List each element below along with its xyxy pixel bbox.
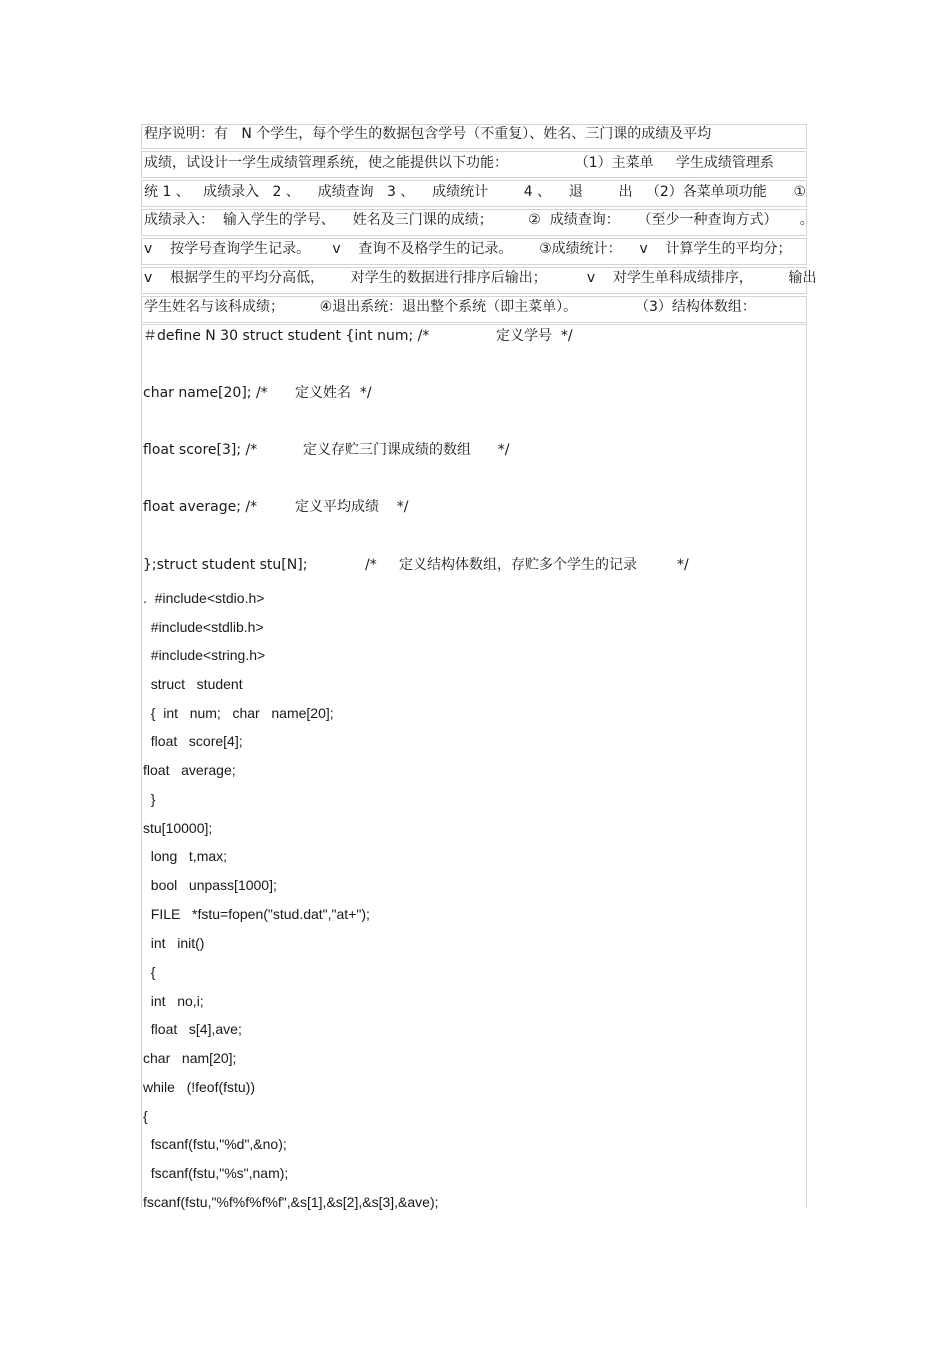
code-line: float s[4],ave;: [143, 1021, 242, 1037]
code-line: struct student: [143, 676, 243, 692]
code-line: float average;: [143, 762, 236, 778]
code-line: fscanf(fstu,"%f%f%f%f",&s[1],&s[2],&s[3],&ave);: [143, 1194, 439, 1210]
intro-line: 成绩录入： 输入学生的学号、 姓名及三门课的成绩； ② 成绩查询： （至少一种查询方式） 。: [144, 212, 814, 228]
struct-comment: /* 定义结构体数组，存贮多个学生的记录 */: [365, 557, 689, 573]
intro-line: v 根据学生的平均分高低， 对学生的数据进行排序后输出； v 对学生单科成绩排序， 输出: [144, 270, 817, 286]
code-line: {: [143, 1108, 148, 1124]
struct-code: float average; /*: [143, 499, 258, 515]
code-line: stu[10000];: [143, 820, 213, 836]
code-line: bool unpass[1000];: [143, 877, 277, 893]
intro-line: v 按学号查询学生记录。 v 查询不及格学生的记录。 ③成绩统计： v 计算学生的平均分；: [144, 241, 792, 257]
struct-comment: 定义姓名 */: [295, 385, 372, 401]
struct-code: char name[20]; /*: [143, 385, 268, 401]
struct-code: };struct student stu[N];: [143, 557, 308, 573]
struct-comment: 定义存贮三门课成绩的数组 */: [303, 442, 510, 458]
code-line: int init(): [143, 935, 205, 951]
struct-comment: 定义学号 */: [496, 328, 573, 344]
code-line: float score[4];: [143, 733, 243, 749]
intro-line: 统 1 、 成绩录入 2 、 成绩查询 3 、 成绩统计 4 、 退 出 （2）各菜单项功能 ①: [144, 184, 807, 200]
code-line: {: [143, 964, 156, 980]
struct-code: ＃define N 30 struct student {int num; /*: [143, 328, 430, 344]
struct-code: float score[3]; /*: [143, 442, 258, 458]
code-line: FILE *fstu=fopen("stud.dat","at+");: [143, 906, 370, 922]
code-line: fscanf(fstu,"%s",nam);: [143, 1165, 289, 1181]
code-line: { int num; char name[20];: [143, 705, 334, 721]
code-line: long t,max;: [143, 848, 228, 864]
code-line: char nam[20];: [143, 1050, 237, 1066]
code-line: while (!feof(fstu)): [143, 1079, 256, 1095]
intro-line: 成绩，试设计一学生成绩管理系统，使之能提供以下功能： （1）主菜单 学生成绩管理系: [144, 155, 774, 171]
code-line: }: [143, 791, 156, 807]
code-line: fscanf(fstu,"%d",&no);: [143, 1136, 287, 1152]
code-line: . #include<stdio.h>: [143, 590, 265, 606]
intro-line: 学生姓名与该科成绩； ④退出系统：退出整个系统（即主菜单）。 （3）结构体数组：: [144, 299, 756, 315]
code-line: #include<string.h>: [143, 647, 266, 663]
code-line: #include<stdlib.h>: [143, 619, 264, 635]
code-line: int no,i;: [143, 993, 204, 1009]
struct-comment: 定义平均成绩 */: [295, 499, 409, 515]
intro-line: 程序说明：有 N 个学生，每个学生的数据包含学号（不重复）、姓名、三门课的成绩及平均: [144, 126, 712, 142]
